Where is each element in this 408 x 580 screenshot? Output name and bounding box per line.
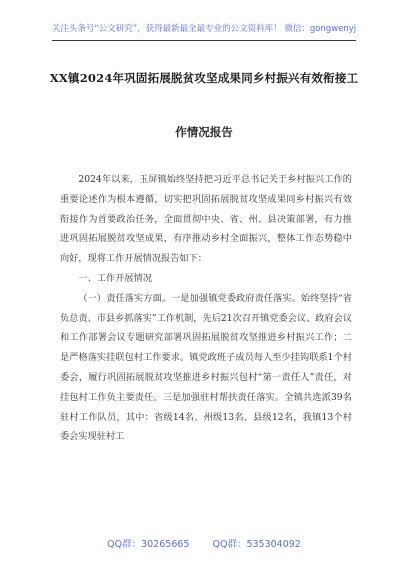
- section-heading-1: 一、工作开展情况: [78, 272, 152, 284]
- body-paragraph-responsibility: （一）责任落实方面。一是加强镇党委政府责任落实。始终坚持“省负总责、市县乡抓落实”工作机制，先后21次召开镇党委会议、政府会议和工作部署会议专题研究部署巩固拓展脱贫攻坚推进乡村振兴工作；二是严格落实挂联包村工作要求。镇党政班子成员每人至少挂钩联系1个村委会，履行巩固拓展脱贫攻坚推进乡村振兴包村“第一责任人”责任，对挂包村工作负主要责任。三是加强驻村帮扶责任落实。全镇共选派39名驻村工作队员，其中：省级14名、州级13名、县级12名，我镇13个村委会实现驻村工: [60, 292, 353, 443]
- footer-qq-group-1: QQ群：30265665: [107, 539, 190, 550]
- footer-contacts: [0, 536, 408, 550]
- document-title-line1: XX镇2024年巩固拓展脱贫攻坚成果同乡村振兴有效衔接工: [49, 71, 359, 85]
- header-promo-note: 关注头条号“公文研究”，获得最新最全最专业的公文资料库！ 微信：gongwenyj: [51, 24, 357, 34]
- body-paragraph-intro: 2024年以来，玉屏镇始终坚持把习近平总书记关于乡村振兴工作的重要论述作为根本遵循，切实把巩固拓展脱贫攻坚成果同乡村振兴有效衔接作为首要政治任务，全面贯彻中央、省、州、县决策部署，有力推进巩固拓展脱贫攻坚成果，有序推动乡村全面振兴，整体工作态势稳中向好，现将工作开展情况报告如下：: [60, 174, 352, 265]
- footer-qq-group-2: QQ群：535304092: [212, 539, 301, 550]
- header-divider: [52, 40, 356, 41]
- document-body: [60, 170, 352, 447]
- document-title-line2: 作情况报告: [175, 125, 233, 139]
